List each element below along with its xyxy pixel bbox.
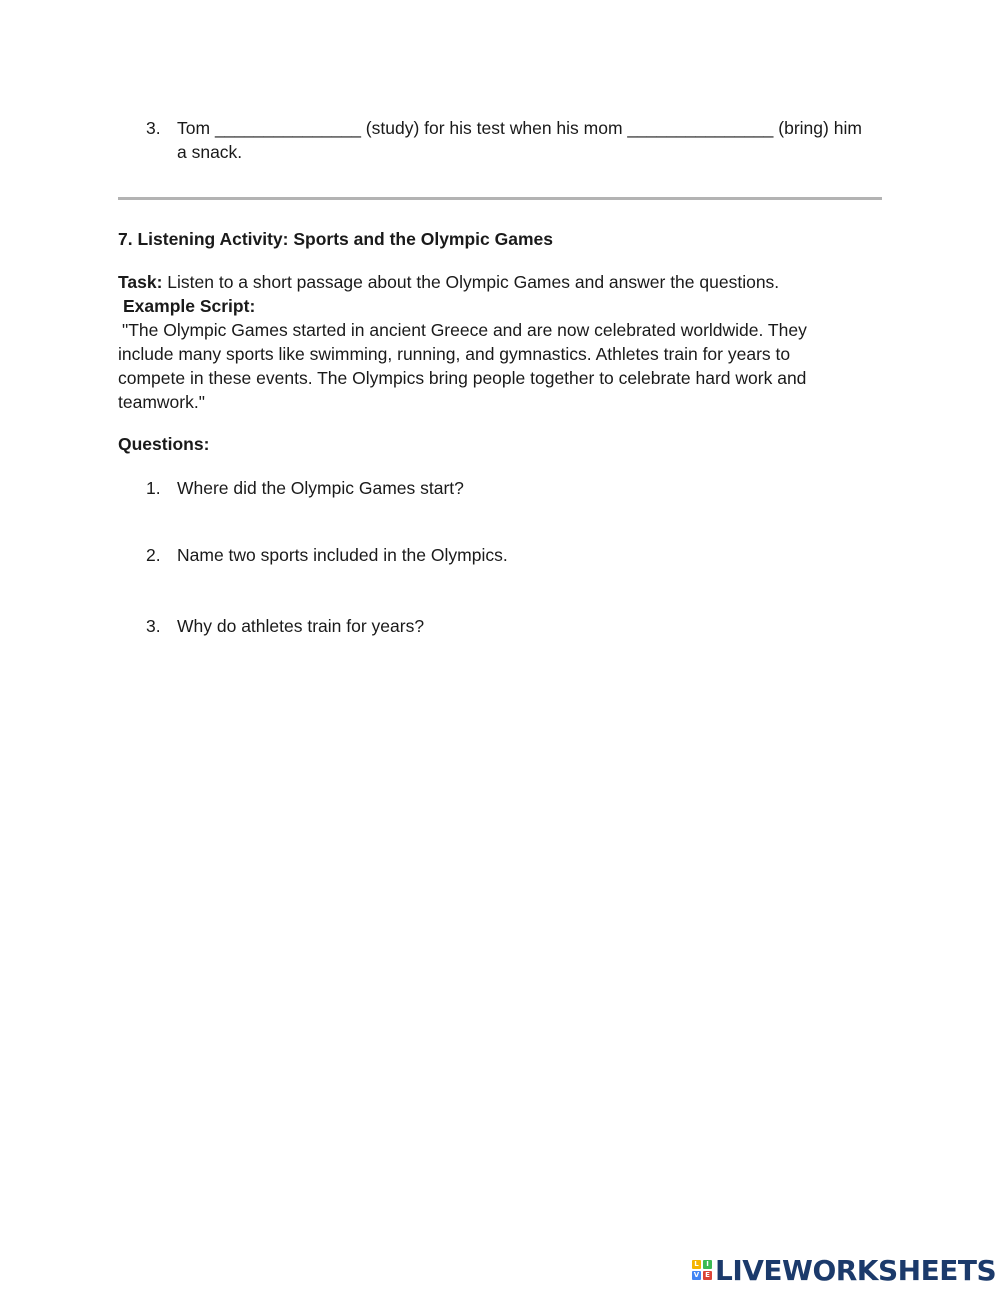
question-number: 3. [146, 616, 161, 636]
script-label: Example Script: [123, 296, 256, 316]
logo-mark-cell: L [692, 1260, 701, 1269]
item-text-part: Tom [177, 118, 215, 138]
question-text: Name two sports included in the Olympics. [177, 545, 508, 565]
item-text-part: (study) for his test when his mom [360, 118, 628, 138]
script-line: include many sports like swimming, running, and gymnastics. Athletes train for years to [118, 344, 791, 364]
question-number: 1. [146, 478, 161, 498]
task-line [118, 270, 779, 294]
logo-mark-cell: E [703, 1271, 712, 1280]
question-text: Where did the Olympic Games start? [177, 478, 464, 498]
question-number: 2. [146, 545, 161, 565]
horizontal-divider [118, 197, 882, 200]
item-sentence-line-2: a snack. [177, 142, 243, 162]
answer-blank-study[interactable]: _______________ [214, 118, 361, 138]
item-text-part: (bring) him [773, 118, 862, 138]
liveworksheets-logo [692, 1252, 997, 1288]
item-number: 3. [146, 118, 161, 138]
logo-text: LIVEWORKSHEETS [715, 1253, 997, 1287]
item-sentence-line-1 [177, 116, 862, 140]
task-label: Task: [118, 272, 163, 292]
script-line: "The Olympic Games started in ancient Greece and are now celebrated worldwide. They [122, 320, 807, 340]
task-text: Listen to a short passage about the Olympic Games and answer the questions. [162, 272, 780, 292]
script-line: compete in these events. The Olympics bring people together to celebrate hard work and [118, 368, 807, 388]
questions-label: Questions: [118, 434, 210, 454]
answer-blank-bring[interactable]: _______________ [627, 118, 774, 138]
logo-mark-icon [692, 1260, 712, 1280]
script-line: teamwork." [118, 392, 205, 412]
logo-mark-cell: I [703, 1260, 712, 1269]
logo-mark-cell: V [693, 1271, 700, 1279]
section-heading: 7. Listening Activity: Sports and the Olympic Games [118, 229, 554, 249]
question-text: Why do athletes train for years? [177, 616, 425, 636]
